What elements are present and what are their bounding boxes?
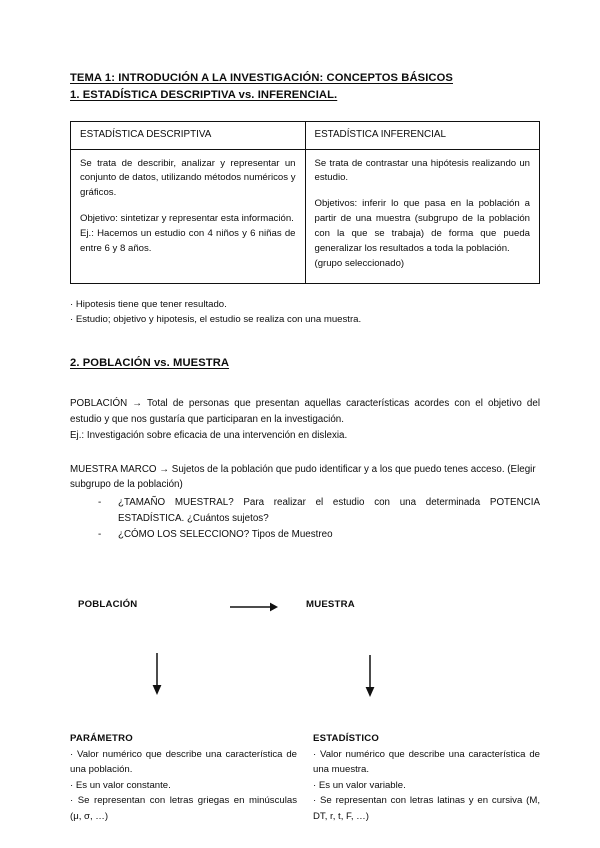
poblacion-example: Ej.: Investigación sobre eficacia de una intervención en dislexia.	[70, 429, 348, 441]
estadistico-title: ESTADÍSTICO	[313, 732, 379, 744]
dash-marker: -	[98, 497, 102, 509]
table-header-row	[71, 121, 540, 149]
section2-heading: 2. POBLACIÓN vs. MUESTRA	[70, 356, 230, 369]
document-subtitle: 1. ESTADÍSTICA DESCRIPTIVA vs. INFERENCIAL.	[70, 89, 338, 102]
note-item: · Estudio; objetivo y hipotesis, el estudio se realiza con una muestra.	[70, 314, 362, 326]
list-item-label: ¿CÓMO LOS SELECCIONO? Tipos de Muestreo	[118, 529, 333, 541]
table-cell-descriptiva	[71, 149, 306, 283]
table-cell-inferencial	[305, 149, 540, 283]
parametro-body	[70, 747, 297, 825]
arrow-right-icon	[230, 601, 278, 613]
parametro-title: PARÁMETRO	[70, 732, 133, 744]
diagram-label-poblacion: POBLACIÓN	[78, 598, 138, 610]
estadistico-line: · Valor numérico que describe una característica de una muestra.	[313, 748, 540, 776]
descriptiva-inferencial-table	[70, 121, 540, 284]
list-item-label: ¿TAMAÑO MUESTRAL? Para realizar el estudio con una determinada POTENCIA ESTADÍSTICA. ¿Cuántos sujetos?	[118, 497, 540, 525]
estadistico-line: · Se representan con letras latinas y en cursiva (M, DT, r, t, F, …)	[313, 795, 540, 822]
parametro-column	[70, 733, 297, 825]
descriptiva-objective-block	[80, 212, 296, 257]
document-title: TEMA 1: INTRODUCIÓN A LA INVESTIGACIÓN: CONCEPTOS BÁSICOS	[70, 72, 453, 84]
descriptiva-example: Ej.: Hacemos un estudio con 4 niños y 6 niñas de entre 6 y 8 años.	[80, 228, 296, 254]
dash-marker: -	[98, 529, 102, 541]
note-item: · Hipotesis tiene que tener resultado.	[70, 298, 227, 310]
page-title	[70, 70, 540, 105]
descriptiva-objective: Objetivo: sintetizar y representar esta información.	[80, 213, 294, 225]
inferencial-objective-block	[315, 197, 531, 271]
muestra-marco-block	[70, 462, 540, 494]
list-item	[70, 527, 540, 543]
list-item	[70, 495, 540, 527]
poblacion-muestra-diagram	[70, 599, 540, 717]
poblacion-paragraph-block	[70, 396, 540, 444]
diagram-label-muestra: MUESTRA	[306, 598, 355, 610]
arrow-down-icon	[363, 655, 377, 697]
notes-list	[70, 297, 540, 328]
estadistico-column	[313, 733, 540, 825]
descriptiva-definition: Se trata de describir, analizar y representar un conjunto de datos, utilizando métodos numéricos y gráficos.	[80, 157, 296, 199]
table-row	[71, 149, 540, 283]
table-header-inferencial: ESTADÍSTICA INFERENCIAL	[305, 121, 540, 149]
inferencial-note: (grupo seleccionado)	[314, 257, 405, 269]
table-header-descriptiva: ESTADÍSTICA DESCRIPTIVA	[71, 121, 306, 149]
parametro-line: · Valor numérico que describe una característica de una población.	[70, 748, 297, 776]
arrow-down-icon	[150, 653, 164, 695]
definitions-columns	[70, 733, 540, 825]
inferencial-definition: Se trata de contrastar una hipótesis realizando un estudio.	[314, 157, 530, 184]
parametro-line: · Se representan con letras griegas en minúsculas (μ, σ, …)	[70, 795, 297, 822]
estadistico-line: · Es un valor variable.	[313, 779, 406, 791]
poblacion-paragraph: POBLACIÓN → Total de personas que presentan aquellas características acordes con el objetivo del estudio y que nos gustaría que participaran en la investigación.	[70, 398, 540, 425]
muestra-questions-list	[70, 495, 540, 543]
parametro-line: · Es un valor constante.	[70, 779, 171, 791]
muestra-marco-paragraph: MUESTRA MARCO → Sujetos de la población que pudo identificar y a los que puedo tenes acceso. (Elegir subgrupo de la población)	[70, 463, 536, 491]
section2-heading-wrap	[70, 355, 540, 372]
inferencial-objective: Objetivos: inferir lo que pasa en la población a partir de una muestra (subgrupo de la población con la que se trabaja) de forma que pueda generalizar los resultados a toda la población.	[314, 198, 530, 254]
estadistico-body	[313, 747, 540, 825]
